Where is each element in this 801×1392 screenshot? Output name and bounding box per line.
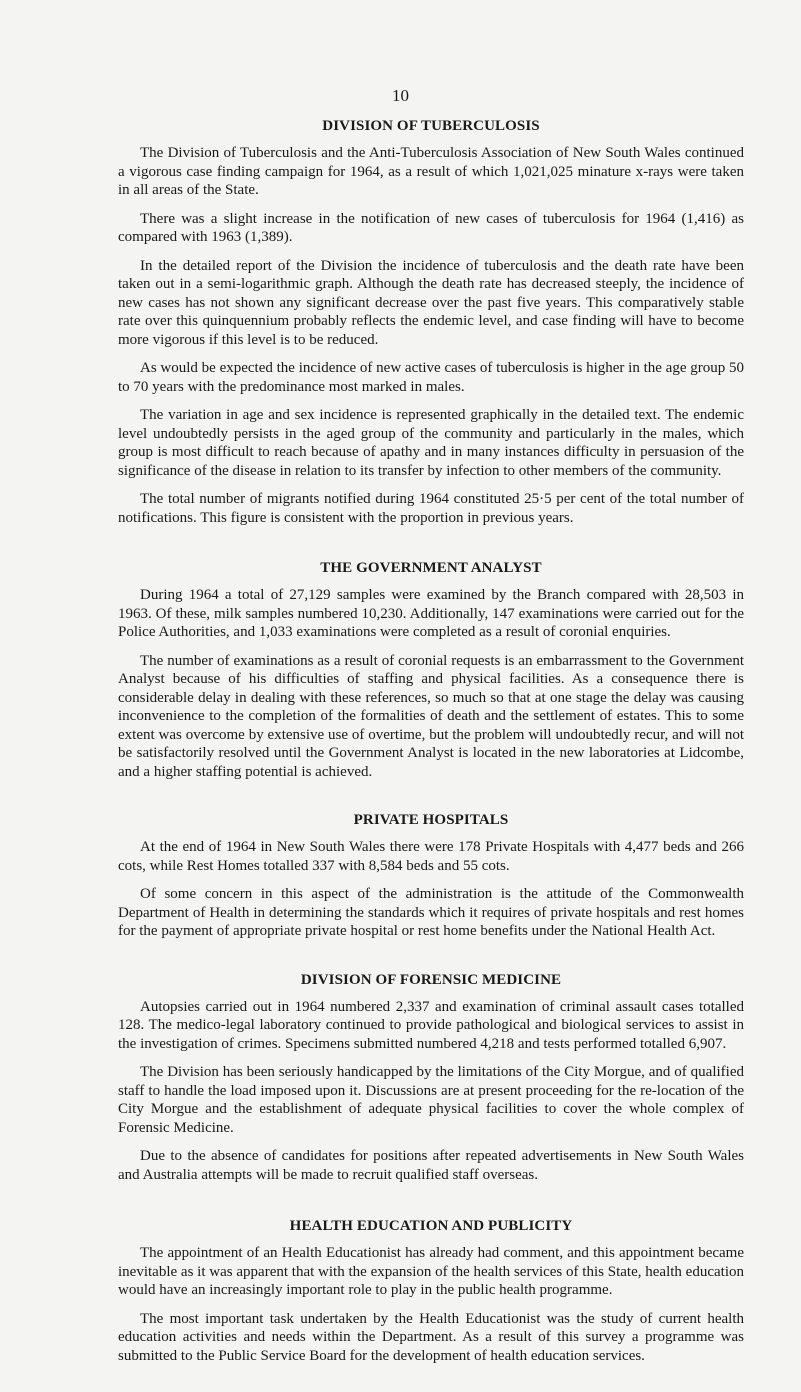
paragraph: Due to the absence of candidates for positions after repeated advertisements in New South Wales and Australia attempts will be made to recruit qualified staff overseas.	[118, 1148, 744, 1183]
paragraph: At the end of 1964 in New South Wales there were 178 Private Hospitals with 4,477 beds and 266 cots, while Rest Homes totalled 337 with 8,584 beds and 55 cots.	[118, 839, 744, 874]
section-tuberculosis	[118, 118, 744, 527]
section-heading: THE GOVERNMENT ANALYST	[320, 560, 542, 576]
section-forensic-medicine	[118, 972, 744, 1185]
section-private-hospitals	[118, 812, 744, 941]
section-heading: DIVISION OF TUBERCULOSIS	[322, 118, 540, 134]
section-heading: DIVISION OF FORENSIC MEDICINE	[300, 971, 562, 988]
paragraph: The number of examinations as a result of coronial requests is an embarrassment to the Government Analyst because of his difficulties of staffing and physical facilities. As a consequence there is considerable delay in dealing with these references, so much so that at one stage the delay was causing inconvenience to the completion of the formalities of death and the settlement of estates. This to some extent was overcome by extensive use of overtime, but the problem will undoubtedly recur, and will not be satisfactorily resolved until the Government Analyst is located in the new laboratories at Lidcombe, and a higher staffing potential is achieved.	[118, 652, 744, 780]
paragraph: As would be expected the incidence of new active cases of tuberculosis is higher in the age group 50 to 70 years with the predominance most marked in males.	[118, 360, 744, 395]
paragraph: The appointment of an Health Educationist has already had comment, and this appointment became inevitable as it was apparent that with the expansion of the health services of this State, health education would have an increasingly important role to play in the public health programme.	[118, 1245, 744, 1298]
section-government-analyst	[118, 560, 744, 781]
page-number: 10	[392, 86, 409, 105]
paragraph: The most important task undertaken by the Health Educationist was the study of current health education activities and needs within the Department. As a result of this survey a programme was submitted to the Public Service Board for the development of health education services.	[118, 1310, 744, 1364]
section-heading: PRIVATE HOSPITALS	[353, 812, 509, 828]
paragraph: In the detailed report of the Division the incidence of tuberculosis and the death rate have been taken out in a semi-logarithmic graph. Although the death rate has decreased steeply, the incidence of new cases has not shown any significant decrease over the past five years. This comparatively stable rate over this quinquennium probably reflects the endemic level, and case finding will have to become more vigorous if this level is to be reduced.	[118, 257, 744, 348]
paragraph: There was a slight increase in the notification of new cases of tuberculosis for 1964 (1,416) as compared with 1963 (1,389).	[118, 210, 744, 245]
paragraph: Of some concern in this aspect of the administration is the attitude of the Commonwealth Department of Health in determining the standards which it requires of private hospitals and rest homes for the payment of appropriate private hospital or rest home benefits under the National Health Act.	[118, 886, 744, 939]
paragraph: The Division of Tuberculosis and the Anti-Tuberculosis Association of New South Wales continued a vigorous case finding campaign for 1964, as a result of which 1,021,025 minature x-rays were taken in all areas of the State.	[118, 145, 744, 198]
document-body	[118, 118, 744, 1365]
paragraph: The variation in age and sex incidence is represented graphically in the detailed text. The endemic level undoubtedly persists in the aged group of the community and particularly in the males, which group is most difficult to reach because of apathy and in many instances difficulty in persuasion of the significance of the disease in relation to its transfer by infection to other members of the community.	[118, 407, 744, 479]
section-health-education	[118, 1218, 744, 1365]
paragraph: The Division has been seriously handicapped by the limitations of the City Morgue, and of qualified staff to handle the load imposed upon it. Discussions are at present proceeding for the re-location of the City Morgue and the establishment of adequate physical facilities to cover the whole complex of Forensic Medicine.	[118, 1064, 744, 1136]
paragraph: Autopsies carried out in 1964 numbered 2,337 and examination of criminal assault cases totalled 128. The medico-legal laboratory continued to provide pathological and biological services to assist in the investigation of crimes. Specimens submitted numbered 4,218 and tests performed totalled 6,907.	[118, 998, 744, 1052]
paragraph: The total number of migrants notified during 1964 constituted 25·5 per cent of the total number of notifications. This figure is consistent with the proportion in previous years.	[118, 491, 744, 526]
paragraph: During 1964 a total of 27,129 samples were examined by the Branch compared with 28,503 in 1963. Of these, milk samples numbered 10,230. Additionally, 147 examinations were carried out for the Police Authorities, and 1,033 examinations were completed as a result of coronial enquiries.	[118, 587, 744, 640]
section-heading: HEALTH EDUCATION AND PUBLICITY	[289, 1218, 573, 1234]
